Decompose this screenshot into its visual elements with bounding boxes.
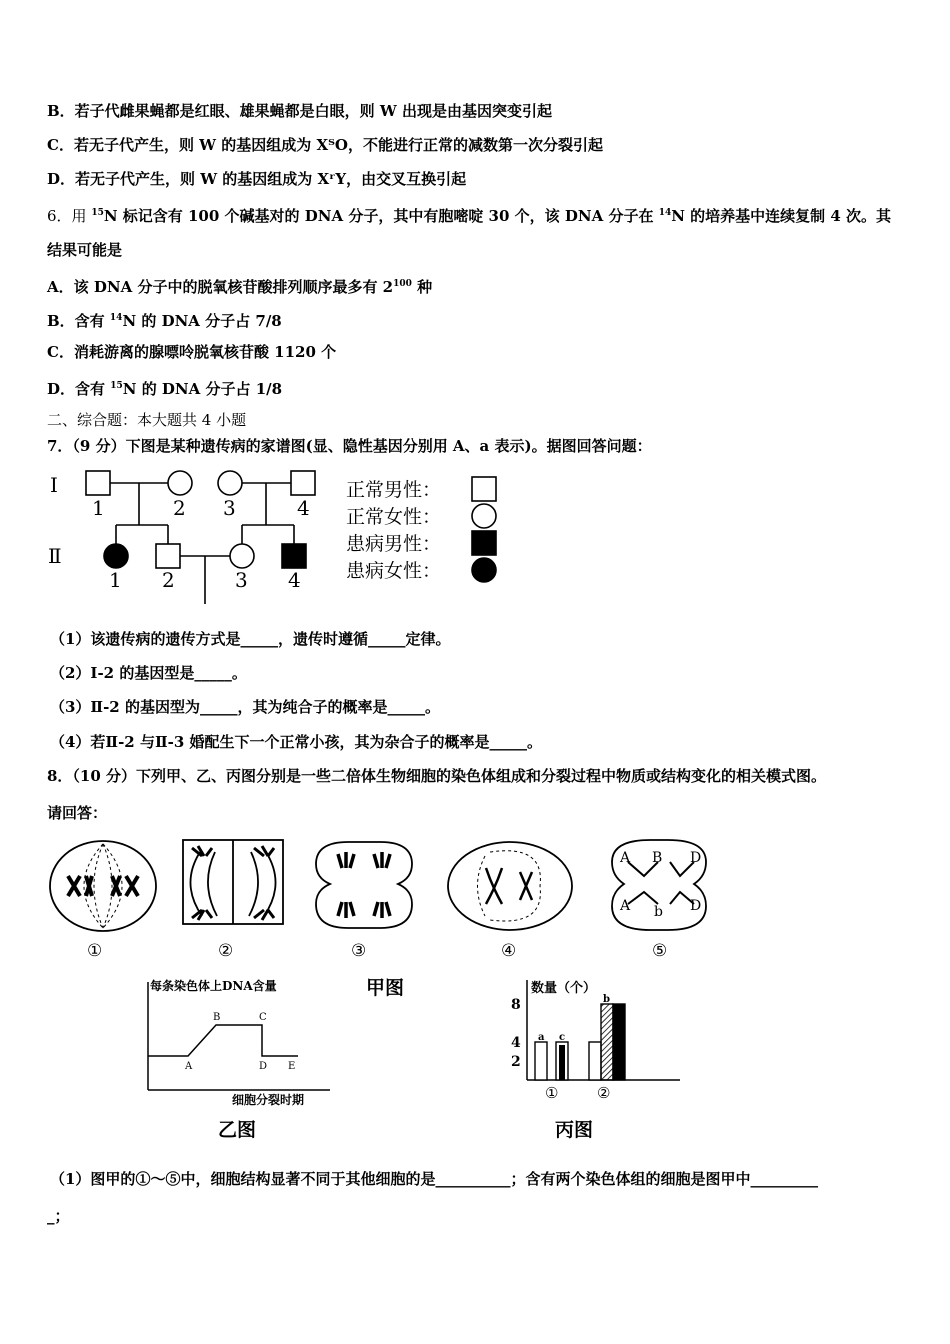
pedigree-i2 (168, 471, 192, 495)
bing-ytick-8: 8 (511, 997, 521, 1013)
cell-3 (316, 842, 412, 928)
legend-normal-female-icon (472, 504, 496, 528)
cell-label-3: ③ (351, 941, 367, 961)
pedigree-i1 (86, 471, 110, 495)
yi-y-label: 每条染色体上DNA含量 (150, 979, 277, 993)
pedigree-num-ii2: 2 (162, 568, 175, 592)
pedigree-num-i2: 2 (173, 496, 186, 520)
section-heading: 二、综合题：本大题共 4 小题 (47, 411, 247, 429)
cell-4 (448, 842, 572, 930)
cell-label-4: ④ (501, 941, 517, 961)
legend-normal-female: 正常女性： (346, 506, 442, 528)
bing-bar-label-2-b: b (603, 994, 610, 1005)
q6-option-b: B．含有 $^{14}$N 的 DNA 分子占 7/8 (47, 312, 282, 330)
bing-ytick-4: 4 (511, 1035, 521, 1051)
bing-bar-label-1-c: c (559, 1032, 566, 1043)
figure-jia-title: 甲图 (366, 977, 405, 999)
q7-stem: 7．（9 分）下图是某种遗传病的家谱图(显、隐性基因分别用 A、a 表示)。据图回答问题： (47, 437, 652, 455)
legend-affected-female-icon (472, 558, 496, 582)
cell5-allele-a2: A (620, 898, 631, 914)
pedigree-num-i4: 4 (297, 496, 310, 520)
q5-option-c: C．若无子代产生，则 W 的基因组成为 XᵀO，不能进行正常的减数第一次分裂引起 (47, 136, 603, 154)
legend-normal-male-icon (472, 477, 496, 501)
bing-y-label: 数量（个） (531, 981, 597, 996)
figure-bing (505, 972, 690, 1142)
q7-sub2: （2）Ⅰ-2 的基因型是_____。 (50, 664, 247, 682)
q6-option-c: C．消耗游离的腺嘌呤脱氧核苷酸 1120 个 (47, 343, 337, 361)
pedigree-ii1 (104, 544, 128, 568)
pedigree-figure (40, 462, 510, 612)
pedigree-ii3 (230, 544, 254, 568)
yi-point-D: D (259, 1061, 268, 1072)
q8-sub1-line2: _； (47, 1207, 70, 1225)
figure-yi-title: 乙图 (218, 1119, 257, 1141)
gen-label-ii: Ⅱ (48, 544, 62, 568)
figure-bing-title: 丙图 (555, 1119, 594, 1141)
q6-stem-line1: 6．用 $^{15}$N 标记含有 100 个碱基对的 DNA 分子，其中有胞嘧啶 30 个，该 DNA 分子在 $^{14}$N 的培养基中连续复制 4 次。其 (47, 207, 892, 225)
yi-point-C: C (259, 1012, 267, 1023)
bing-bar-2-c (601, 1004, 613, 1080)
figure-yi (140, 972, 340, 1142)
gen-label-i: Ⅰ (50, 473, 58, 497)
q8-stem-line2: 请回答： (47, 804, 108, 822)
pedigree-num-i3: 3 (223, 496, 236, 520)
legend-affected-male: 患病男性： (346, 533, 442, 555)
bing-bar-2-b (613, 1004, 625, 1080)
yi-point-E: E (288, 1061, 296, 1072)
cell-label-5: ⑤ (652, 941, 668, 961)
pedigree-ii4 (282, 544, 306, 568)
q5-option-d: D．若无子代产生，则 W 的基因组成为 XʳY，由交叉互换引起 (47, 170, 467, 188)
cell5-allele-d1: D (690, 850, 702, 866)
yi-point-B: B (213, 1012, 221, 1023)
cell-label-2: ② (218, 941, 234, 961)
cell-label-1: ① (87, 941, 103, 961)
yi-dna-curve (148, 1025, 298, 1056)
yi-point-A: A (185, 1061, 193, 1072)
q6-option-d: D．含有 $^{15}$N 的 DNA 分子占 1/8 (47, 380, 283, 398)
pedigree-i4 (291, 471, 315, 495)
q5-option-b: B．若子代雌果蝇都是红眼、雄果蝇都是白眼，则 W 出现是由基因突变引起 (47, 102, 552, 120)
q8-sub1-line1: （1）图甲的①～⑤中，细胞结构显著不同于其他细胞的是__________；含有两个染色体组的细胞是图甲中_________ (50, 1170, 818, 1188)
cell-1 (50, 841, 156, 931)
cell5-allele-d2: D (690, 898, 702, 914)
pedigree-num-i1: 1 (92, 496, 105, 520)
legend-affected-male-icon (472, 531, 496, 555)
bing-bar-1-c-fill (559, 1045, 565, 1080)
bing-bar-1-a (535, 1042, 547, 1080)
pedigree-ii2 (156, 544, 180, 568)
cell5-allele-b-lower: b (654, 904, 663, 920)
bing-ytick-2: 2 (511, 1054, 521, 1070)
q6-stem-line2: 结果可能是 (47, 241, 123, 259)
bing-bar-label-1-a: a (538, 1032, 545, 1043)
pedigree-num-ii4: 4 (288, 568, 301, 592)
q7-sub4: （4）若Ⅱ-2 与Ⅱ-3 婚配生下一个正常小孩，其为杂合子的概率是_____。 (50, 733, 542, 751)
legend-normal-male: 正常男性： (346, 479, 442, 501)
bing-bar-2-a (589, 1042, 601, 1080)
cell5-allele-a1: A (620, 850, 631, 866)
q6-option-a: A．该 DNA 分子中的脱氧核苷酸排列顺序最多有 $2^{100}$ 种 (47, 278, 433, 296)
q7-sub1: （1）该遗传病的遗传方式是_____，遗传时遵循_____定律。 (50, 630, 451, 648)
pedigree-i3 (218, 471, 242, 495)
yi-x-label: 细胞分裂时期 (232, 1093, 305, 1107)
bing-cat-2: ② (597, 1084, 611, 1102)
q7-sub3: （3）Ⅱ-2 的基因型为_____，其为纯合子的概率是_____。 (50, 698, 440, 716)
legend-affected-female: 患病女性： (346, 560, 442, 582)
cell5-allele-b: B (652, 850, 663, 866)
bing-cat-1: ① (545, 1084, 559, 1102)
pedigree-num-ii1: 1 (109, 568, 122, 592)
pedigree-num-ii3: 3 (235, 568, 248, 592)
q8-stem-line1: 8．（10 分）下列甲、乙、丙图分别是一些二倍体生物细胞的染色体组成和分裂过程中物质或结构变化的相关模式图。 (47, 767, 827, 785)
